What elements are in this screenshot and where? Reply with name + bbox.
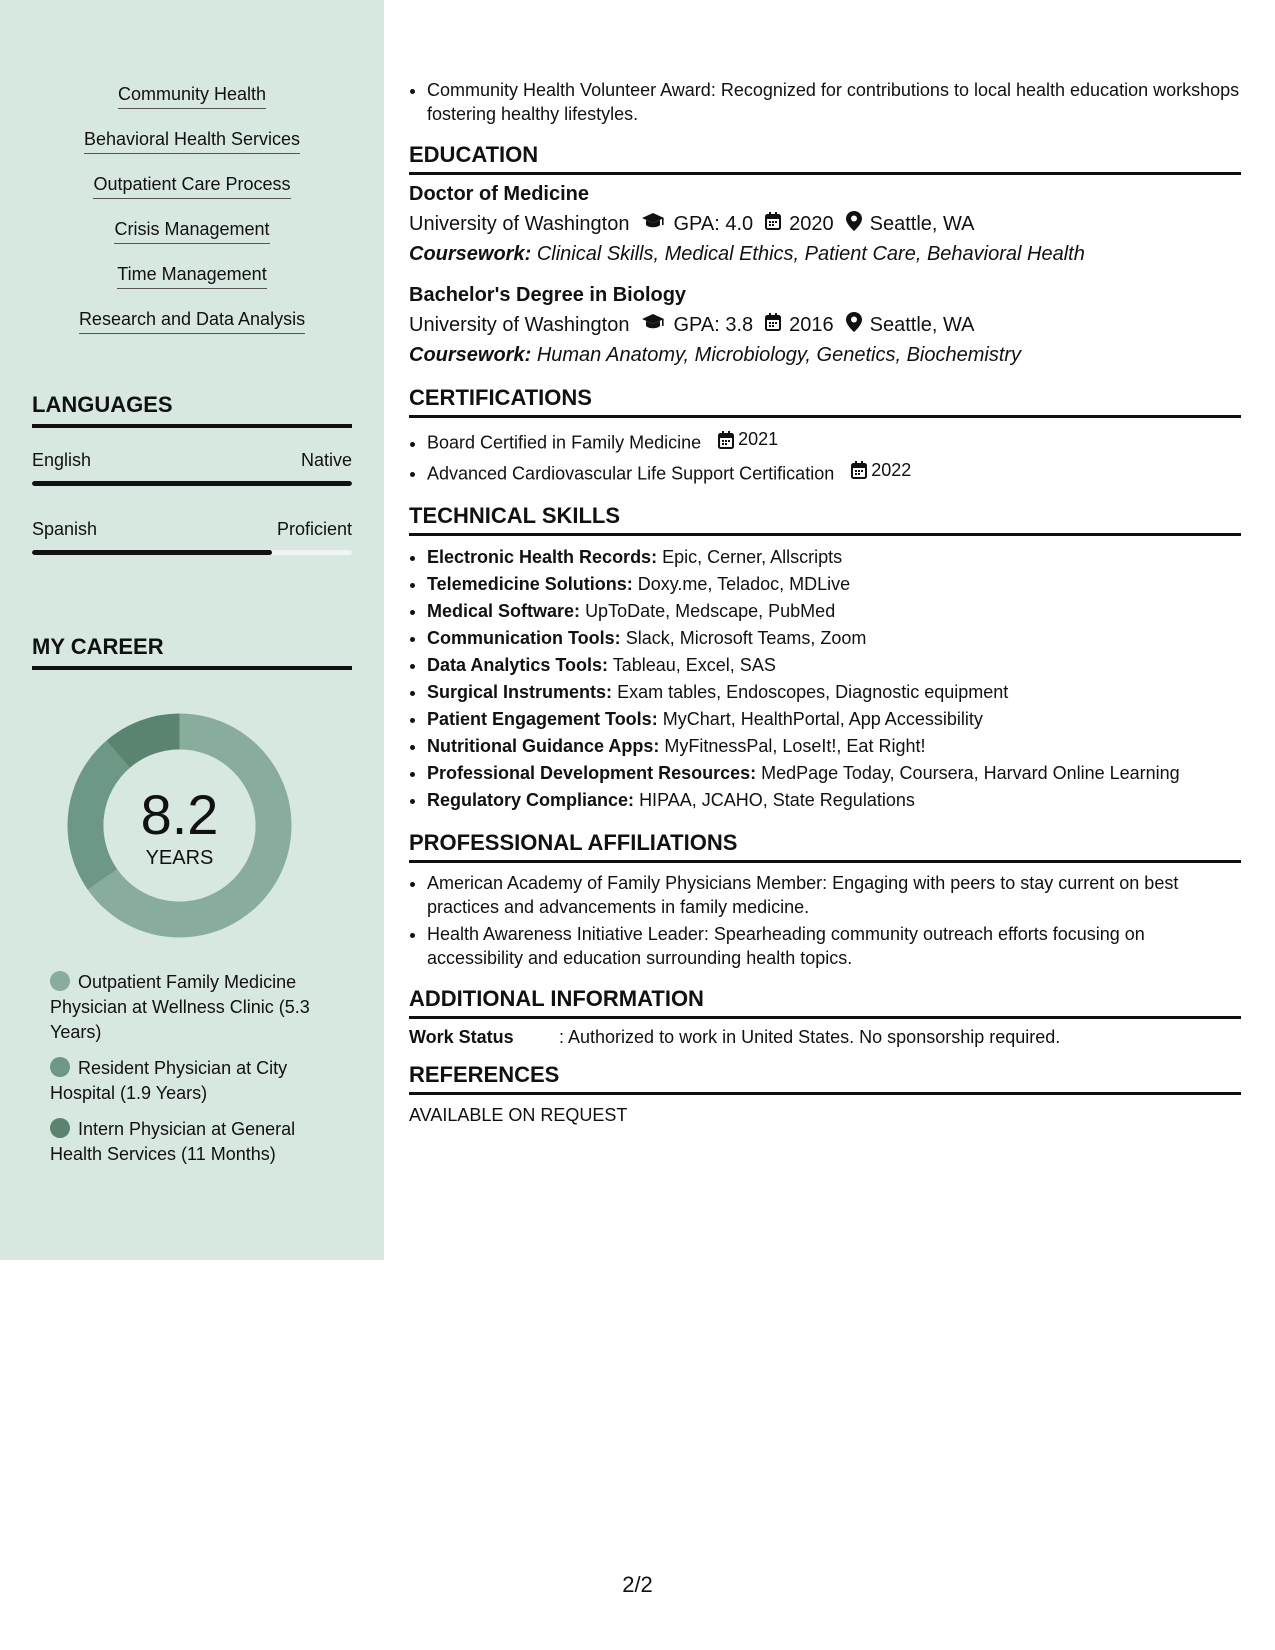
certifications-heading: CERTIFICATIONS xyxy=(409,385,1241,418)
tech-skill-item xyxy=(427,679,1241,706)
tech-skill-label: Communication Tools: xyxy=(427,628,621,648)
tech-skill-label: Medical Software: xyxy=(427,601,581,621)
calendar-icon xyxy=(718,431,734,449)
skill-item xyxy=(0,129,384,174)
language-bar-fill xyxy=(32,550,272,555)
tech-skill-item xyxy=(427,733,1241,760)
tech-skill-item xyxy=(427,625,1241,652)
school-name: University of Washington xyxy=(409,313,630,336)
coursework-label: Coursework: xyxy=(409,344,532,366)
tech-skill-label: Nutritional Guidance Apps: xyxy=(427,736,660,756)
tech-skill-value: Exam tables, Endoscopes, Diagnostic equipment xyxy=(617,682,1009,702)
career-label: Intern Physician at General Health Services (11 Months) xyxy=(50,1119,296,1164)
tech-skill-value: MyChart, HealthPortal, App Accessibility xyxy=(662,709,983,729)
skill-label: Time Management xyxy=(117,264,266,289)
education-heading: EDUCATION xyxy=(409,142,1241,175)
tech-skill-item xyxy=(427,706,1241,733)
additional-info-heading: ADDITIONAL INFORMATION xyxy=(409,986,1241,1019)
location-text: Seattle, WA xyxy=(869,313,975,336)
school-name: University of Washington xyxy=(409,212,630,235)
work-status-value: : Authorized to work in United States. No sponsorship required. xyxy=(559,1027,1061,1047)
certifications-list xyxy=(409,426,1241,487)
career-unit: YEARS xyxy=(145,847,214,869)
certification-item xyxy=(427,426,1241,457)
coursework-value: Human Anatomy, Microbiology, Genetics, Biochemistry xyxy=(536,344,1022,366)
career-list xyxy=(50,970,340,1178)
location-pin-icon xyxy=(846,312,862,338)
tech-skill-value: MyFitnessPal, LoseIt!, Eat Right! xyxy=(664,736,926,756)
skill-label: Community Health xyxy=(118,84,266,109)
certification-name: Board Certified in Family Medicine xyxy=(427,432,702,453)
language-level: Proficient xyxy=(276,519,352,539)
skill-label: Research and Data Analysis xyxy=(79,309,305,334)
education-entry xyxy=(409,183,1241,266)
sidebar xyxy=(0,0,384,1260)
tech-skill-label: Telemedicine Solutions: xyxy=(427,574,633,594)
calendar-icon xyxy=(765,212,781,236)
tech-skill-label: Professional Development Resources: xyxy=(427,763,757,783)
language-name: Spanish xyxy=(32,519,98,539)
language-level: Native xyxy=(300,450,352,470)
certification-date xyxy=(851,457,911,484)
skill-item xyxy=(0,174,384,219)
references-heading: REFERENCES xyxy=(409,1062,1241,1095)
coursework xyxy=(409,243,1241,266)
tech-skill-value: HIPAA, JCAHO, State Regulations xyxy=(639,790,915,810)
references-text: AVAILABLE ON REQUEST xyxy=(409,1105,628,1125)
coursework xyxy=(409,344,1241,367)
tech-skill-item xyxy=(427,598,1241,625)
education-details xyxy=(409,312,1241,338)
tech-skill-item xyxy=(427,787,1241,814)
tech-skill-label: Patient Engagement Tools: xyxy=(427,709,658,729)
skill-item xyxy=(0,84,384,129)
career-donut-chart xyxy=(66,712,293,939)
career-dot-icon xyxy=(50,971,70,991)
career-total: 8.2 xyxy=(140,783,219,846)
tech-skill-item xyxy=(427,571,1241,598)
career-item xyxy=(50,970,340,1045)
education-details xyxy=(409,211,1241,237)
calendar-icon xyxy=(851,461,867,479)
language-name: English xyxy=(32,450,92,470)
tech-skill-label: Regulatory Compliance: xyxy=(427,790,635,810)
affiliations-heading: PROFESSIONAL AFFILIATIONS xyxy=(409,830,1241,863)
award-item: • Community Health Volunteer Award: Recognized for contributions to local health education workshops fostering healthy lifestyles. xyxy=(427,78,1241,126)
degree-title: Doctor of Medicine xyxy=(409,183,590,205)
tech-skill-label: Electronic Health Records: xyxy=(427,547,658,567)
affiliation-item: • American Academy of Family Physicians Member: Engaging with peers to stay current on best practices and advancements in family medicine. xyxy=(427,871,1241,919)
degree-title: Bachelor's Degree in Biology xyxy=(409,284,687,306)
career-dot-icon xyxy=(50,1057,70,1077)
career-heading: MY CAREER xyxy=(32,634,352,670)
certification-name: Advanced Cardiovascular Life Support Certification xyxy=(427,463,835,483)
tech-skill-value: UpToDate, Medscape, PubMed xyxy=(585,601,836,621)
language-bar-english xyxy=(32,481,352,486)
tech-skill-item xyxy=(427,652,1241,679)
year-text: 2020 xyxy=(789,212,834,235)
affiliation-item: • Health Awareness Initiative Leader: Spearheading community outreach efforts focusing on accessibility and education surrounding health topics. xyxy=(427,922,1241,970)
awards-list xyxy=(409,78,1241,126)
graduation-cap-icon xyxy=(641,313,665,337)
work-status-row xyxy=(409,1027,1241,1048)
gpa-text: GPA: 3.8 xyxy=(673,313,754,336)
language-bar-fill xyxy=(32,481,352,486)
graduation-cap-icon xyxy=(641,212,665,236)
main-content xyxy=(409,78,1241,1126)
tech-skill-value: Slack, Microsoft Teams, Zoom xyxy=(625,628,867,648)
certification-item xyxy=(427,457,1241,488)
tech-skill-label: Data Analytics Tools: xyxy=(427,655,609,675)
tech-skill-value: Epic, Cerner, Allscripts xyxy=(662,547,843,567)
tech-skill-item xyxy=(427,760,1241,787)
calendar-icon xyxy=(765,313,781,337)
skills-list xyxy=(0,84,384,354)
career-item xyxy=(50,1117,340,1167)
career-label: Outpatient Family Medicine Physician at Wellness Clinic (5.3 Years) xyxy=(50,972,310,1042)
career-label: Resident Physician at City Hospital (1.9 Years) xyxy=(50,1058,288,1103)
language-row-english xyxy=(32,450,352,471)
career-item xyxy=(50,1056,340,1106)
location-text: Seattle, WA xyxy=(869,212,975,235)
skill-label: Outpatient Care Process xyxy=(93,174,290,199)
career-dot-icon xyxy=(50,1118,70,1138)
page-number: 2/2 xyxy=(622,1572,653,1597)
tech-skill-label: Surgical Instruments: xyxy=(427,682,613,702)
tech-skill-item xyxy=(427,544,1241,571)
skill-label: Behavioral Health Services xyxy=(84,129,300,154)
gpa-text: GPA: 4.0 xyxy=(673,212,754,235)
language-row-spanish xyxy=(32,519,352,540)
location-pin-icon xyxy=(846,211,862,237)
year-text: 2016 xyxy=(789,313,834,336)
technical-skills-heading: TECHNICAL SKILLS xyxy=(409,503,1241,536)
tech-skill-value: Doxy.me, Teladoc, MDLive xyxy=(637,574,851,594)
affiliations-list xyxy=(409,871,1241,970)
languages-heading: LANGUAGES xyxy=(32,392,352,428)
language-bar-spanish xyxy=(32,550,352,555)
tech-skill-value: MedPage Today, Coursera, Harvard Online Learning xyxy=(761,763,1180,783)
skill-label: Crisis Management xyxy=(114,219,269,244)
tech-skill-value: Tableau, Excel, SAS xyxy=(612,655,776,675)
certification-year: 2022 xyxy=(871,459,912,480)
certification-year: 2021 xyxy=(738,429,779,449)
skill-item xyxy=(0,219,384,264)
coursework-value: Clinical Skills, Medical Ethics, Patient Care, Behavioral Health xyxy=(536,243,1085,265)
work-status-label: Work Status xyxy=(409,1027,514,1047)
technical-skills-list xyxy=(409,544,1241,814)
coursework-label: Coursework: xyxy=(409,243,532,265)
education-entry xyxy=(409,284,1241,367)
skill-item xyxy=(0,264,384,309)
certification-date xyxy=(718,426,778,453)
skill-item xyxy=(0,309,384,354)
